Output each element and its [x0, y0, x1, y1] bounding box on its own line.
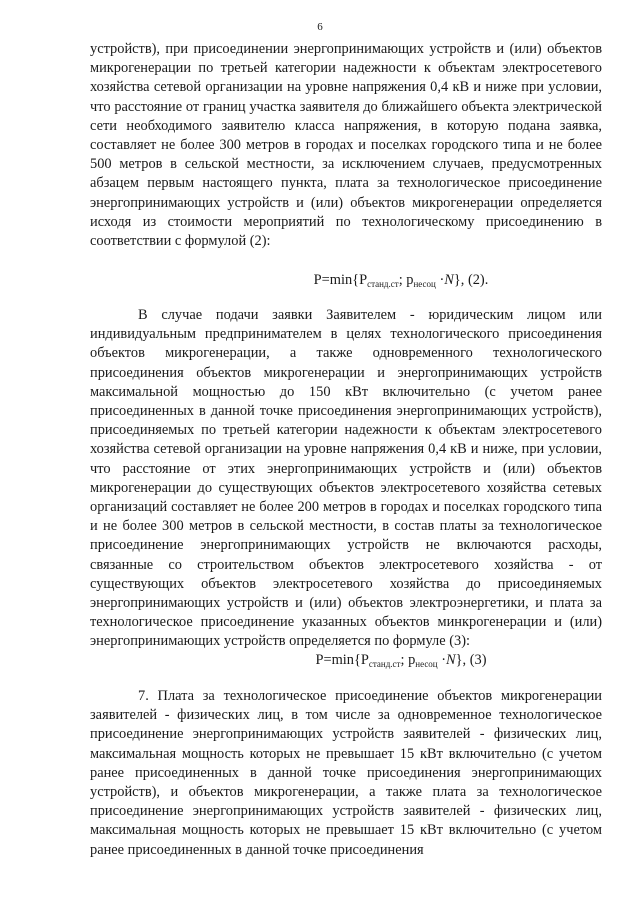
formula-2-lhs: P=min{P [313, 272, 368, 288]
formula-2-sub-standard: станд.ст [367, 279, 399, 289]
formula-3-multiply: · [437, 652, 447, 668]
formula-3-sub-standard: станд.ст [368, 659, 401, 669]
formula-3-variable-n: N [446, 652, 456, 668]
formula-3-lhs: P=min{P [315, 652, 369, 668]
formula-2 [90, 270, 602, 294]
formula-2-separator: ; p [398, 272, 414, 288]
formula-3-sub-nonsocial: несоц [415, 659, 438, 669]
formula-2-multiply: · [435, 272, 445, 288]
formula-3-tail: }, (3) [455, 652, 487, 668]
paragraph-3: 7. Плата за технологическое присоединение объектов микрогенерации заявителей - физических лиц, в том числе за одновременное технологическое присоединение энергопринимающих устройств заявителей - физических лиц, максимальная мощность которых не превышает 15 кВт включительно (с учетом ранее присоединенных в данной точке присоединения энергопринимающих устройств), и объектов микрогенерации, а также плата за технологическое присоединение энергопринимающих устройств заявителей - физических лиц, максимальная мощность которых не превышает 15 кВт включительно (с учетом ранее присоединенных в данной точке присоединения [90, 688, 602, 858]
paragraph-1: устройств), при присоединении энергопринимающих устройств и (или) объектов микрогенерации по третьей категории надежности к объектам электросетевого хозяйства сетевой организации на уровне напряжения 0,4 кВ и ниже при условии, что расстояние от границ участка заявителя до ближайшего объекта электрической сети необходимого заявителю класса напряжения, в которую подана заявка, составляет не более 300 метров в городах и поселках городского типа и не более 500 метров в сельской местности, за исключением случаев, предусмотренных абзацем первым настоящего пункта, плата за технологическое присоединение энергопринимающих устройств и (или) объектов микрогенерации определяется исходя из стоимости мероприятий по технологическому присоединению в соответствии с формулой (2): [90, 41, 602, 250]
formula-3-separator: ; p [400, 652, 416, 668]
formula-2-sub-nonsocial: несоц [413, 279, 436, 289]
formula-2-tail: }, (2). [453, 272, 489, 288]
page-number: 6 [317, 21, 323, 33]
formula-3 [90, 650, 602, 674]
paragraph-2: В случае подачи заявки Заявителем - юридическим лицом или индивидуальным предпринимателем в целях технологического присоединения объектов микрогенерации, а также одновременного технологического присоединения объектов микрогенерации и энергопринимающих устройств максимальной мощностью до 150 кВт включительно (с учетом ранее присоединенных в данной точке присоединения энергопринимающих устройств), присоединяемых по третьей категории надежности к объектам электросетевого хозяйства сетевой организации на уровне напряжения 0,4 кВ и ниже, при условии, что расстояние от этих энергопринимающих устройств и (или) объектов микрогенерации до существующих объектов электросетевого хозяйства сетевых организаций составляет не более 200 метров в городах и поселках городского типа и не более 300 метров в сельской местности, в состав платы за технологическое присоединение энергопринимающих устройств не включаются расходы, связанные со строительством объектов электросетевого хозяйства - от существующих объектов электросетевого хозяйства до присоединяемых энергопринимающих устройств и (или) объектов электроэнергетики, и плата за технологическое присоединение указанных объектов минкрогенерации и (или) энергопринимающих устройств определяется по формуле (3): [90, 307, 602, 650]
formula-2-variable-n: N [444, 272, 454, 288]
